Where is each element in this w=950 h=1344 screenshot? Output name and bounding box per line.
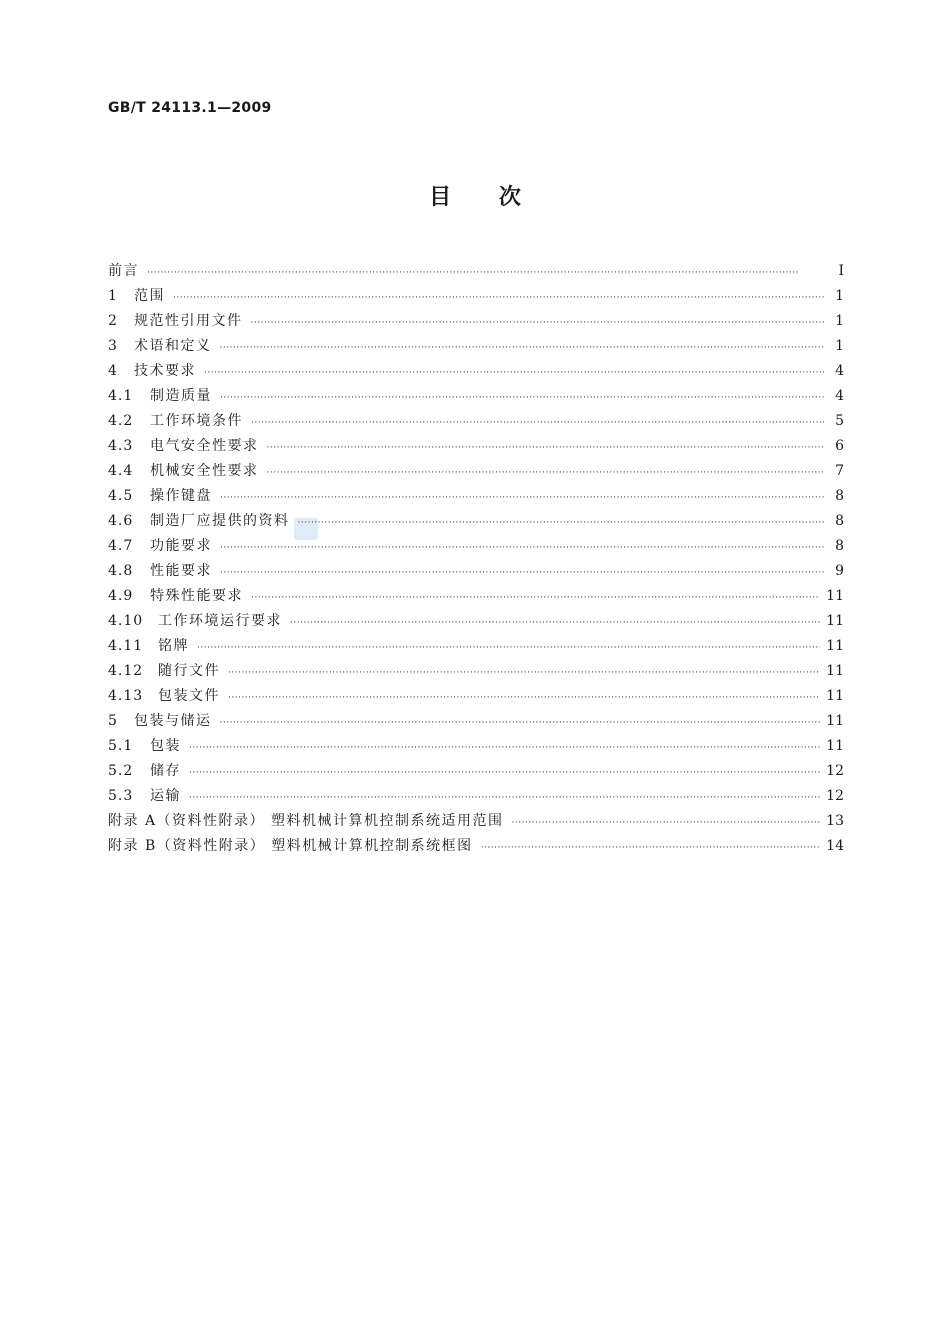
toc-leader-dots <box>220 561 824 586</box>
toc-entry[interactable] <box>108 434 844 459</box>
toc-entry-page: 5 <box>835 413 844 429</box>
toc-entry[interactable] <box>108 834 844 859</box>
toc-entry[interactable] <box>108 709 844 734</box>
toc-leader-dots <box>251 311 825 336</box>
toc-entry-title: 操作键盘 <box>150 488 212 504</box>
document-code: GB/T 24113.1—2009 <box>108 100 272 116</box>
toc-entry-number: 4.9 <box>108 588 134 604</box>
toc-entry-page: 7 <box>835 463 844 479</box>
toc-entry-number: 5 <box>108 713 118 729</box>
page-title: 目 次 <box>429 185 521 210</box>
toc-leader-dots <box>220 536 824 561</box>
toc-entry[interactable] <box>108 359 844 384</box>
toc-entry-number: 5.1 <box>108 738 134 754</box>
toc-leader-dots <box>147 261 824 286</box>
toc-entry[interactable] <box>108 409 844 434</box>
toc-entry-page: 11 <box>826 713 844 729</box>
toc-entry[interactable] <box>108 634 844 659</box>
toc-entry-page: 11 <box>826 688 844 704</box>
toc-leader-dots <box>298 511 825 536</box>
toc-entry[interactable] <box>108 334 844 359</box>
toc-entry[interactable] <box>108 584 844 609</box>
toc-entry-title: 运输 <box>150 788 181 804</box>
toc-entry-title: 制造质量 <box>150 388 212 404</box>
toc-entry-number: 4 <box>108 363 118 379</box>
toc-entry-title: 功能要求 <box>150 538 212 554</box>
toc-entry-page: 11 <box>826 638 844 654</box>
toc-entry-page: 9 <box>835 563 844 579</box>
toc-entry-number: 5.2 <box>108 763 134 779</box>
toc-leader-dots <box>189 786 820 811</box>
toc-entry-page: 4 <box>835 363 844 379</box>
toc-leader-dots <box>228 686 820 711</box>
toc-entry[interactable] <box>108 384 844 409</box>
toc-entry[interactable] <box>108 459 844 484</box>
toc-leader-dots <box>220 386 824 411</box>
toc-entry-title: 储存 <box>150 763 181 779</box>
toc-leader-dots <box>173 286 824 311</box>
toc-leader-dots <box>251 411 824 436</box>
toc-entry-title: 制造厂应提供的资料 <box>150 513 290 529</box>
toc-entry-number: 2 <box>108 313 118 329</box>
toc-leader-dots <box>512 811 821 836</box>
toc-entry-number: 4.7 <box>108 538 134 554</box>
toc-entry-title: 术语和定义 <box>134 338 212 354</box>
toc-entry-page: 1 <box>835 313 844 329</box>
toc-entry[interactable] <box>108 659 844 684</box>
table-of-contents <box>108 259 844 859</box>
toc-entry[interactable] <box>108 509 844 534</box>
toc-entry[interactable] <box>108 809 844 834</box>
toc-entry-number: 4.1 <box>108 388 134 404</box>
toc-leader-dots <box>204 361 824 386</box>
toc-entry[interactable] <box>108 684 844 709</box>
toc-entry-title: 性能要求 <box>150 563 212 579</box>
toc-entry-number: 4.3 <box>108 438 134 454</box>
toc-leader-dots <box>290 611 820 636</box>
toc-entry-page: 4 <box>835 388 844 404</box>
toc-entry-title: 附录 A（资料性附录） 塑料机械计算机控制系统适用范围 <box>108 813 504 829</box>
toc-entry-title: 规范性引用文件 <box>134 313 243 329</box>
toc-entry-number: 4.8 <box>108 563 134 579</box>
toc-entry-page: 12 <box>826 763 844 779</box>
toc-leader-dots <box>228 661 820 686</box>
toc-entry-number: 1 <box>108 288 118 304</box>
toc-entry-page: 8 <box>835 488 844 504</box>
toc-entry-page: 6 <box>835 438 844 454</box>
toc-entry-title: 电气安全性要求 <box>150 438 259 454</box>
toc-entry-page: 13 <box>826 813 844 829</box>
toc-entry-number: 4.12 <box>108 663 144 679</box>
toc-entry-number: 4.5 <box>108 488 134 504</box>
toc-entry-page: 11 <box>826 613 844 629</box>
toc-entry-title: 工作环境运行要求 <box>158 613 282 629</box>
toc-entry-title: 技术要求 <box>134 363 196 379</box>
toc-entry[interactable] <box>108 259 844 284</box>
toc-leader-dots <box>481 836 820 861</box>
toc-entry[interactable] <box>108 559 844 584</box>
toc-leader-dots <box>197 636 820 661</box>
toc-entry-number: 4.2 <box>108 413 134 429</box>
toc-leader-dots <box>220 711 821 736</box>
toc-entry-number: 4.6 <box>108 513 134 529</box>
toc-entry-page: 1 <box>835 288 844 304</box>
toc-entry-page: 11 <box>826 588 844 604</box>
toc-entry-number: 3 <box>108 338 118 354</box>
toc-entry-page: 8 <box>835 538 844 554</box>
toc-entry-title: 工作环境条件 <box>150 413 243 429</box>
toc-entry[interactable] <box>108 309 844 334</box>
toc-entry[interactable] <box>108 484 844 509</box>
toc-entry-title: 前言 <box>108 263 139 279</box>
toc-entry-title: 特殊性能要求 <box>150 588 243 604</box>
toc-entry-page: 14 <box>826 838 844 854</box>
toc-entry-page: I <box>838 263 844 279</box>
toc-entry[interactable] <box>108 609 844 634</box>
toc-entry-title: 包装与储运 <box>134 713 212 729</box>
toc-leader-dots <box>189 736 820 761</box>
toc-entry-page: 12 <box>826 788 844 804</box>
toc-entry-number: 4.13 <box>108 688 144 704</box>
toc-entry[interactable] <box>108 784 844 809</box>
toc-entry[interactable] <box>108 759 844 784</box>
toc-entry-title: 包装 <box>150 738 181 754</box>
toc-entry-title: 铭牌 <box>158 638 189 654</box>
toc-leader-dots <box>267 436 825 461</box>
toc-entry-number: 4.4 <box>108 463 134 479</box>
toc-entry[interactable] <box>108 534 844 559</box>
toc-entry-number: 4.11 <box>108 638 144 654</box>
toc-entry[interactable] <box>108 284 844 309</box>
toc-entry-title: 机械安全性要求 <box>150 463 259 479</box>
toc-entry-number: 5.3 <box>108 788 134 804</box>
toc-entry-title: 随行文件 <box>158 663 220 679</box>
toc-leader-dots <box>189 761 820 786</box>
toc-entry-number: 4.10 <box>108 613 144 629</box>
toc-leader-dots <box>267 461 825 486</box>
toc-entry-title: 附录 B（资料性附录） 塑料机械计算机控制系统框图 <box>108 838 473 854</box>
toc-entry-title: 范围 <box>134 288 165 304</box>
toc-entry[interactable] <box>108 734 844 759</box>
toc-entry-title: 包装文件 <box>158 688 220 704</box>
toc-leader-dots <box>251 586 820 611</box>
toc-entry-page: 1 <box>835 338 844 354</box>
toc-entry-page: 8 <box>835 513 844 529</box>
toc-leader-dots <box>220 336 825 361</box>
toc-entry-page: 11 <box>826 738 844 754</box>
toc-entry-page: 11 <box>826 663 844 679</box>
toc-leader-dots <box>220 486 824 511</box>
